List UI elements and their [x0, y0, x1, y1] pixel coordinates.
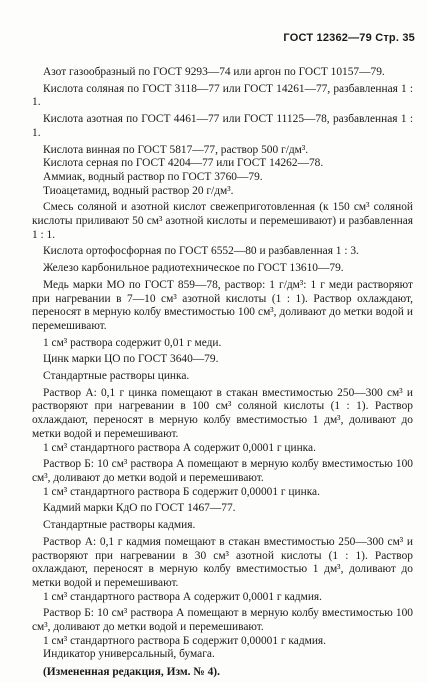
paragraph: Железо карбонильное радиотехническое по ГОСТ 13610—79. [43, 262, 344, 275]
paragraph: Кислота азотная по ГОСТ 4461—77 или ГОСТ 11125—78, разбавленная 1 : 1. [32, 113, 413, 139]
document-body [32, 66, 413, 683]
paragraph: 1 см³ стандартного раствора Б содержит 0,00001 г кадмия. [43, 634, 327, 647]
paragraph: Смесь соляной и азотной кислот свежеприготовленная (к 150 см³ соляной кислоты приливают 50 см³ азотной кислоты и перемешивают) и разбавленная 1 : 1. [32, 201, 413, 241]
paragraph: Медь марки МО по ГОСТ 859—78, раствор: 1 г/дм³: 1 г меди растворяют при нагревании в 7—10 см³ азотной кислоты (1 : 1). Раствор охлаждают, переносят в мерную колбу вместимостью 100 см³, доливают до метки водой и перемешивают. [32, 278, 413, 332]
paragraph: Цинк марки ЦО по ГОСТ 3640—79. [43, 353, 219, 366]
paragraph: 1 см³ стандартного раствора Б содержит 0,00001 г цинка. [43, 485, 320, 498]
paragraph: 1 см³ стандартного раствора А содержит 0,0001 г цинка. [43, 441, 316, 454]
paragraph: Раствор А: 0,1 г кадмия помещают в стакан вместимостью 250—300 см³ и растворяют при нагревании в 30 см³ азотной кислоты (1 : 1). Раствор охлаждают, переносят в мерную колбу вместимостью 1 дм³, доливают до метки водой и перемешивают. [32, 535, 413, 589]
paragraph: Кислота серная по ГОСТ 4204—77 или ГОСТ 14262—78. [43, 157, 324, 170]
running-head: ГОСТ 12362—79 Стр. 35 [283, 32, 415, 44]
paragraph: Раствор Б: 10 см³ раствора А помещают в мерную колбу вместимостью 100 см³, доливают до метки водой и перемешивают. [32, 458, 413, 484]
paragraph: Стандартные растворы кадмия. [43, 519, 196, 532]
paragraph: Стандартные растворы цинка. [43, 370, 190, 383]
paragraph: Аммиак, водный раствор по ГОСТ 3760—79. [43, 170, 263, 183]
paragraph: Кислота ортофосфорная по ГОСТ 6552—80 и разбавленная 1 : 3. [43, 245, 359, 258]
paragraph: 1 см³ стандартного раствора А содержит 0,0001 г кадмия. [43, 590, 322, 603]
paragraph: Раствор Б: 10 см³ раствора А помещают в мерную колбу вместимостью 100 см³, доливают до метки водой и перемешивают. [32, 607, 413, 634]
paragraph: Тиоацетамид, водный раствор 20 г/дм³. [43, 184, 234, 197]
paragraph: Кислота соляная по ГОСТ 3118—77 или ГОСТ 14261—77, разбавленная 1 : 1. [32, 82, 413, 109]
paragraph: Раствор А: 0,1 г цинка помещают в стакан вместимостью 250—300 см³ и растворяют при нагревании в 100 см³ соляной кислоты (1 : 1). Раствор охлаждают, переносят в мерную колбу вместимостью 1 дм³, доливают до метки водой и перемешивают. [32, 386, 413, 440]
paragraph: Кадмий марки КдО по ГОСТ 1467—77. [43, 502, 236, 515]
paragraph: Кислота винная по ГОСТ 5817—77, раствор 500 г/дм³. [43, 143, 309, 156]
paragraph: 1 см³ раствора содержит 0,01 г меди. [43, 336, 222, 349]
paragraph: Индикатор универсальный, бумага. [43, 648, 215, 661]
amendment-note: (Измененная редакция, Изм. № 4). [43, 666, 220, 679]
paragraph: Азот газообразный по ГОСТ 9293—74 или аргон по ГОСТ 10157—79. [43, 66, 385, 78]
